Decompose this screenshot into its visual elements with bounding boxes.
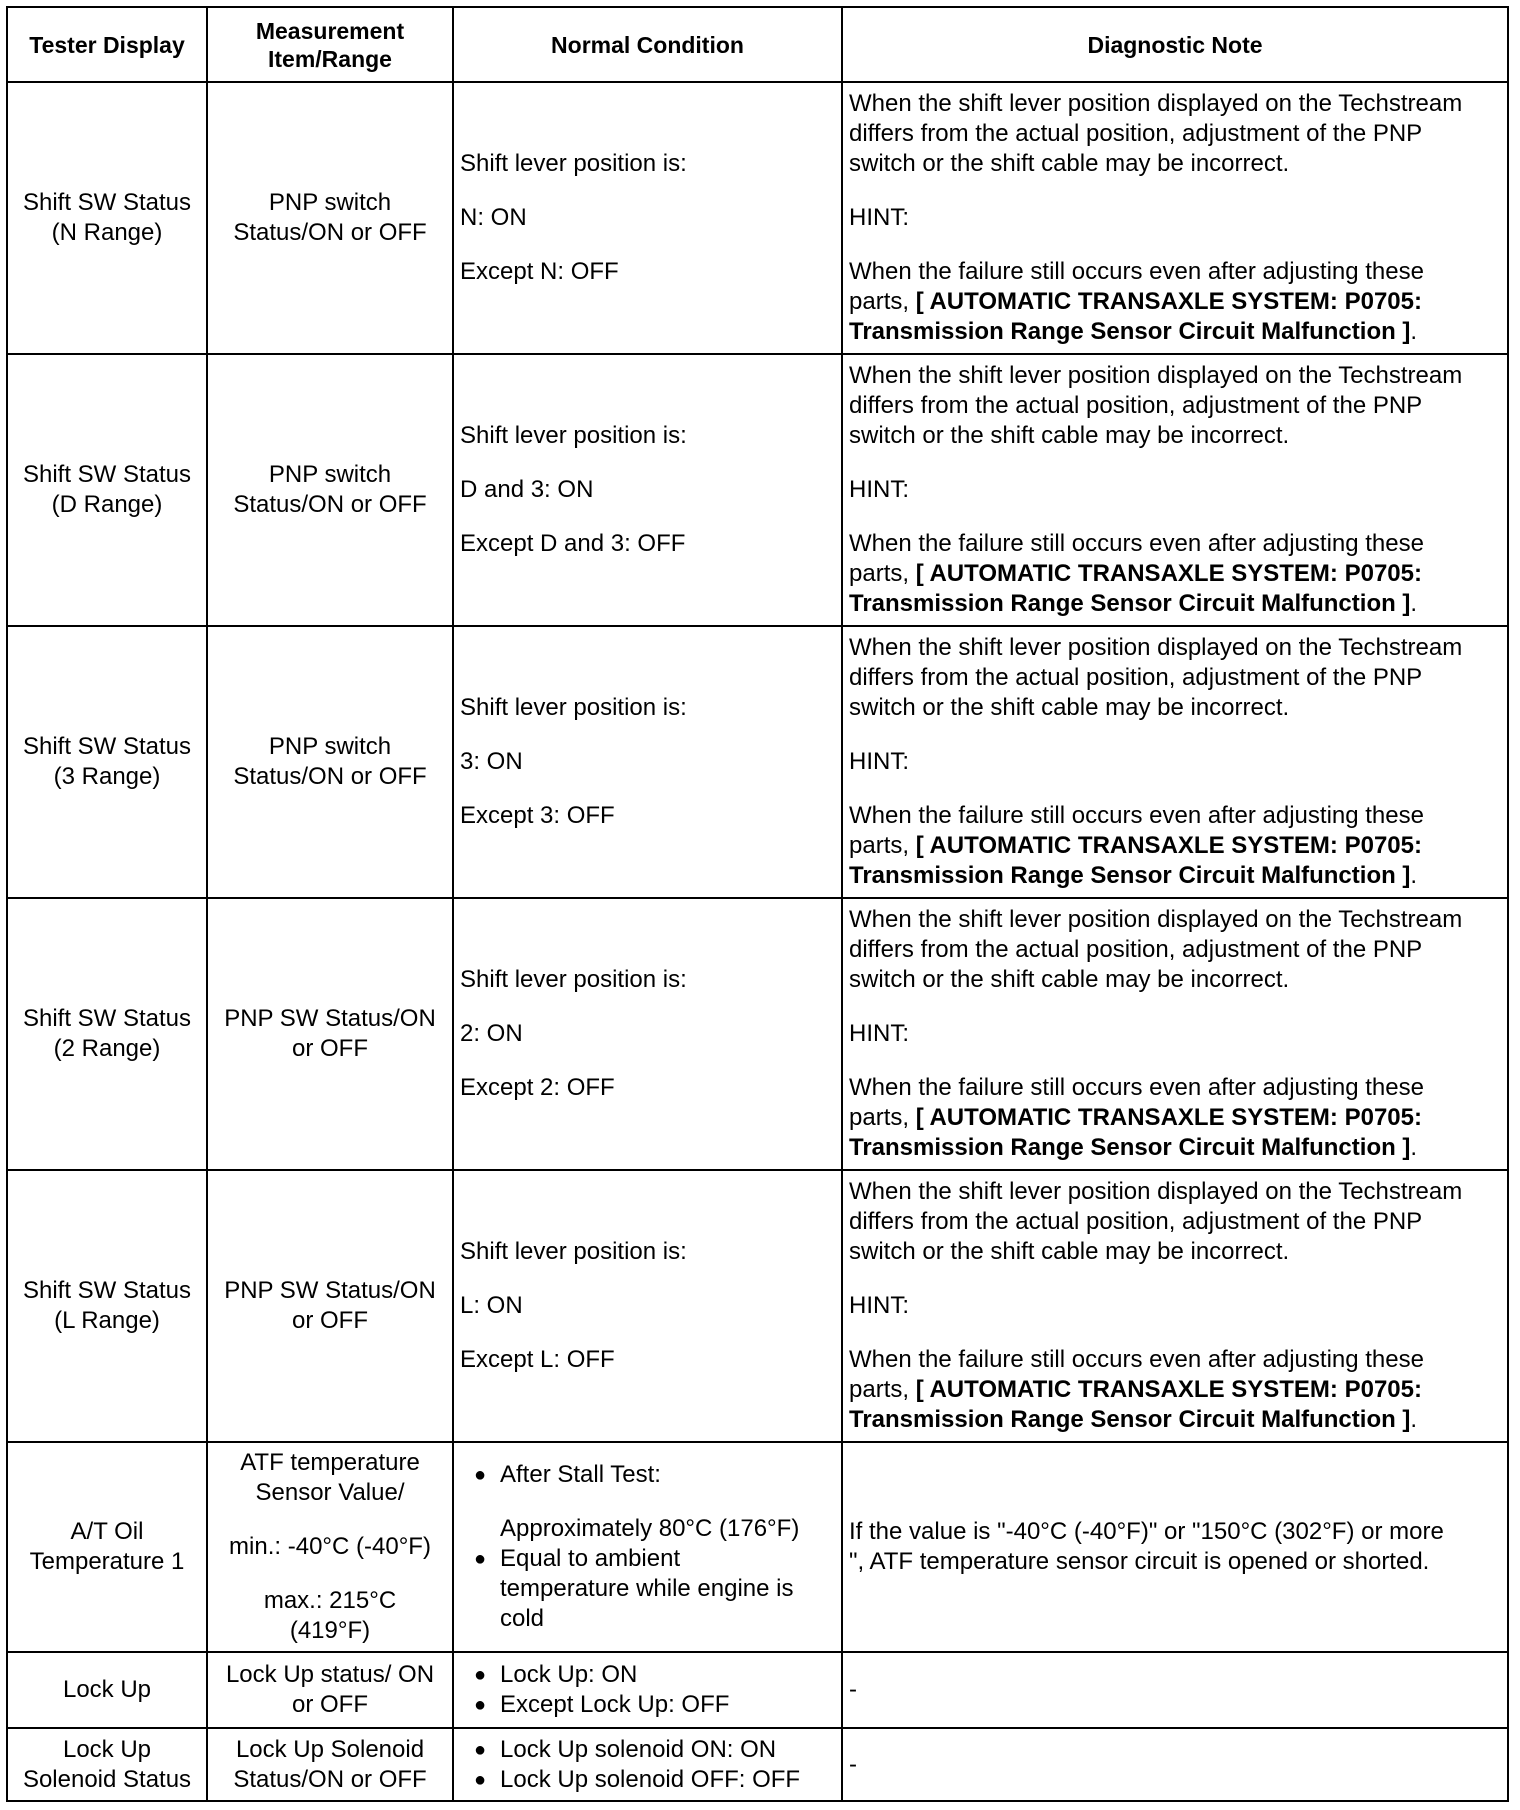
row-shift-2 xyxy=(7,898,1508,1170)
cell-note: When the shift lever position displayed on the Techstream differs from the actual position, adjustment of the PNP switch or the shift cable may be incorrect. HINT: When the failure still occurs even after adjusting these parts, [ AUTOMATIC TRANSAXLE SYSTEM: P0705: Transmission Range Sensor Circuit Malfunction ]. xyxy=(842,354,1508,626)
cell-measurement: PNP SW Status/ON or OFF xyxy=(207,898,453,1170)
cell-tester: Lock Up xyxy=(7,1652,207,1728)
cell-normal: Shift lever position is: D and 3: ON Except D and 3: OFF xyxy=(453,354,842,626)
bullet-item: ● Lock Up solenoid OFF: OFF xyxy=(460,1765,835,1795)
cell-note: When the shift lever position displayed on the Techstream differs from the actual position, adjustment of the PNP switch or the shift cable may be incorrect. HINT: When the failure still occurs even after adjusting these parts, [ AUTOMATIC TRANSAXLE SYSTEM: P0705: Transmission Range Sensor Circuit Malfunction ]. xyxy=(842,898,1508,1170)
cell-measurement: PNP SW Status/ON or OFF xyxy=(207,1170,453,1442)
row-lock-up xyxy=(7,1652,1508,1728)
reference-link[interactable]: Transmission Range Sensor Circuit Malfunction ] xyxy=(849,1134,1411,1161)
row-shift-3 xyxy=(7,626,1508,898)
cell-tester: Shift SW Status (2 Range) xyxy=(7,898,207,1170)
cell-normal: Shift lever position is: L: ON Except L: OFF xyxy=(453,1170,842,1442)
reference-link[interactable]: [ AUTOMATIC TRANSAXLE SYSTEM: P0705: xyxy=(915,1104,1422,1131)
row-atf-temperature xyxy=(7,1442,1508,1652)
cell-measurement: PNP switch Status/ON or OFF xyxy=(207,626,453,898)
row-lock-up-solenoid xyxy=(7,1728,1508,1801)
cell-normal: Shift lever position is: 2: ON Except 2: OFF xyxy=(453,898,842,1170)
row-shift-n xyxy=(7,82,1508,354)
reference-link[interactable]: [ AUTOMATIC TRANSAXLE SYSTEM: P0705: xyxy=(915,832,1422,859)
cell-note: When the shift lever position displayed on the Techstream differs from the actual position, adjustment of the PNP switch or the shift cable may be incorrect. HINT: When the failure still occurs even after adjusting these parts, [ AUTOMATIC TRANSAXLE SYSTEM: P0705: Transmission Range Sensor Circuit Malfunction ]. xyxy=(842,82,1508,354)
reference-link[interactable]: Transmission Range Sensor Circuit Malfunction ] xyxy=(849,318,1411,345)
header-tester-display: Tester Display xyxy=(7,7,207,82)
reference-link[interactable]: [ AUTOMATIC TRANSAXLE SYSTEM: P0705: xyxy=(915,288,1422,315)
reference-link[interactable]: Transmission Range Sensor Circuit Malfunction ] xyxy=(849,862,1411,889)
cell-tester: Shift SW Status (D Range) xyxy=(7,354,207,626)
bullet-item: ● Lock Up solenoid ON: ON xyxy=(460,1735,835,1765)
cell-normal: ● After Stall Test: Approximately 80°C (176°F) ● Equal to ambient temperature while engine is cold xyxy=(453,1442,842,1652)
row-shift-d xyxy=(7,354,1508,626)
row-shift-l xyxy=(7,1170,1508,1442)
reference-link[interactable]: [ AUTOMATIC TRANSAXLE SYSTEM: P0705: xyxy=(915,560,1422,587)
reference-link[interactable]: [ AUTOMATIC TRANSAXLE SYSTEM: P0705: xyxy=(915,1376,1422,1403)
condition-list xyxy=(460,1544,835,1634)
cell-tester: Lock Up Solenoid Status xyxy=(7,1728,207,1801)
cell-normal: Shift lever position is: 3: ON Except 3: OFF xyxy=(453,626,842,898)
diagnostic-table xyxy=(6,6,1509,1802)
cell-measurement: Lock Up Solenoid Status/ON or OFF xyxy=(207,1728,453,1801)
cell-tester: A/T Oil Temperature 1 xyxy=(7,1442,207,1652)
cell-note: - xyxy=(842,1652,1508,1728)
cell-tester: Shift SW Status (L Range) xyxy=(7,1170,207,1442)
header-row xyxy=(7,7,1508,82)
header-diagnostic-note: Diagnostic Note xyxy=(842,7,1508,82)
cell-measurement: PNP switch Status/ON or OFF xyxy=(207,82,453,354)
cell-normal xyxy=(453,1652,842,1728)
header-measurement xyxy=(207,7,453,82)
header-normal-condition: Normal Condition xyxy=(453,7,842,82)
cell-note: When the shift lever position displayed on the Techstream differs from the actual position, adjustment of the PNP switch or the shift cable may be incorrect. HINT: When the failure still occurs even after adjusting these parts, [ AUTOMATIC TRANSAXLE SYSTEM: P0705: Transmission Range Sensor Circuit Malfunction ]. xyxy=(842,1170,1508,1442)
cell-measurement: PNP switch Status/ON or OFF xyxy=(207,354,453,626)
reference-link[interactable]: Transmission Range Sensor Circuit Malfunction ] xyxy=(849,590,1411,617)
condition-list xyxy=(460,1660,835,1720)
cell-note: When the shift lever position displayed on the Techstream differs from the actual position, adjustment of the PNP switch or the shift cable may be incorrect. HINT: When the failure still occurs even after adjusting these parts, [ AUTOMATIC TRANSAXLE SYSTEM: P0705: Transmission Range Sensor Circuit Malfunction ]. xyxy=(842,626,1508,898)
cell-note: - xyxy=(842,1728,1508,1801)
cell-measurement: ATF temperature Sensor Value/ min.: -40°C (-40°F) max.: 215°C (419°F) xyxy=(207,1442,453,1652)
cell-measurement: Lock Up status/ ON or OFF xyxy=(207,1652,453,1728)
cell-note: If the value is "-40°C (-40°F)" or "150°C (302°F) or more ", ATF temperature sensor circuit is opened or shorted. xyxy=(842,1442,1508,1652)
cell-tester: Shift SW Status (3 Range) xyxy=(7,626,207,898)
cell-normal xyxy=(453,1728,842,1801)
header-measurement-line1: Measurement xyxy=(255,17,405,44)
header-measurement-line2: Item/Range xyxy=(268,45,392,72)
bullet-item: ● After Stall Test: xyxy=(460,1460,835,1490)
bullet-item: ● Lock Up: ON xyxy=(460,1660,835,1690)
cell-normal: Shift lever position is: N: ON Except N: OFF xyxy=(453,82,842,354)
condition-list xyxy=(460,1460,835,1490)
condition-list xyxy=(460,1735,835,1795)
reference-link[interactable]: Transmission Range Sensor Circuit Malfunction ] xyxy=(849,1406,1411,1433)
bullet-item: ● Except Lock Up: OFF xyxy=(460,1690,835,1720)
cell-tester: Shift SW Status (N Range) xyxy=(7,82,207,354)
bullet-item: ● Equal to ambient temperature while engine is cold xyxy=(460,1544,835,1634)
